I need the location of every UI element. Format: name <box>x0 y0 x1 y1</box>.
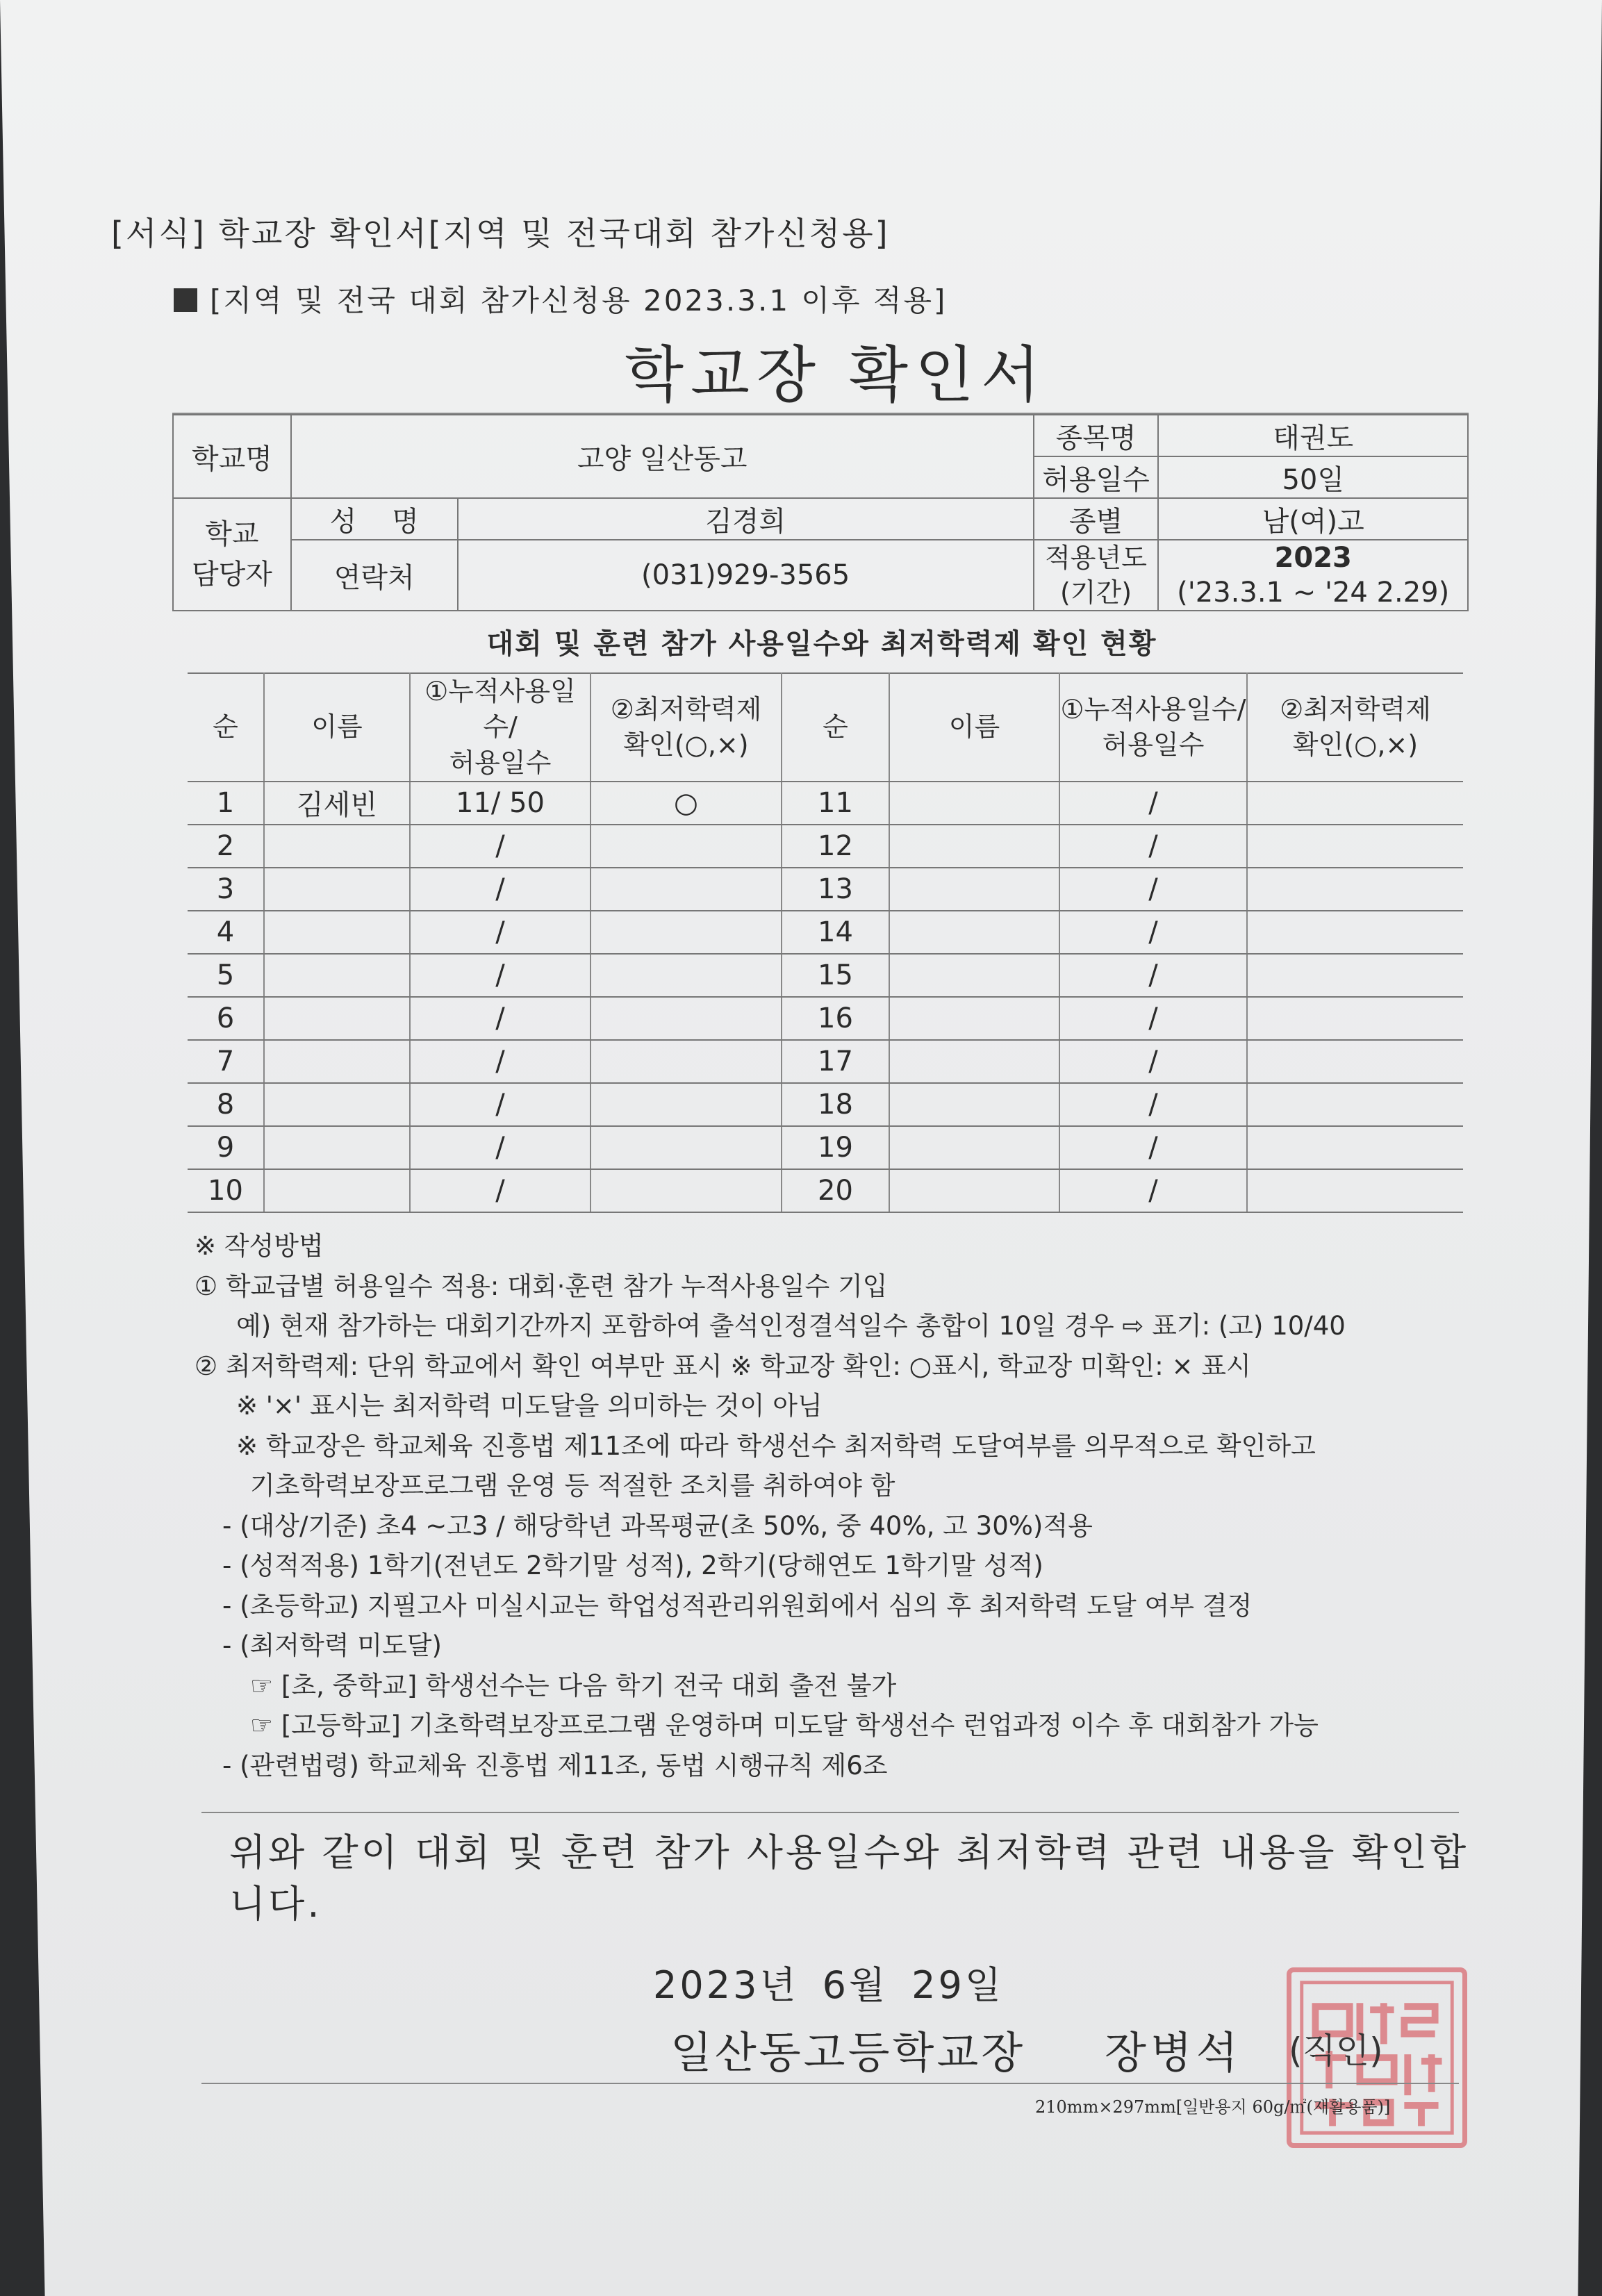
row-number-2: 19 <box>782 1126 889 1169</box>
confirmation-date: 2023년 6월 29일 <box>653 1963 1005 2007</box>
row-days-2: / <box>1059 954 1247 997</box>
table-row <box>188 1169 1463 1212</box>
row-check-2 <box>1247 1126 1463 1169</box>
row-name-2 <box>889 911 1059 954</box>
table-row <box>188 1083 1463 1126</box>
year-value: 2023 ('23.3.1 ~ '24 2.29) <box>1158 540 1468 611</box>
row-number: 1 <box>188 782 264 825</box>
allowed-days-value: 50일 <box>1158 456 1468 498</box>
row-number-2: 11 <box>782 782 889 825</box>
row-number-2: 16 <box>782 997 889 1040</box>
row-name-2 <box>889 1169 1059 1212</box>
detail-4-a: ☞ [초, 중학교] 학생선수는 다음 학기 전국 대회 출전 불가 <box>250 1670 897 1701</box>
row-check <box>591 911 782 954</box>
sport-value: 태권도 <box>1158 415 1468 456</box>
row-number: 7 <box>188 1040 264 1083</box>
table-row <box>188 1040 1463 1083</box>
notes-heading: ※ 작성방법 <box>195 1231 324 1261</box>
row-number-2: 20 <box>782 1169 889 1212</box>
square-bullet-icon <box>174 288 197 312</box>
contact-value: (031)929-3565 <box>458 540 1034 611</box>
row-number-2: 12 <box>782 825 889 868</box>
row-number: 9 <box>188 1126 264 1169</box>
row-name-2 <box>889 1083 1059 1126</box>
name-value: 김경희 <box>458 498 1034 540</box>
records-table <box>188 672 1463 1213</box>
row-number-2: 14 <box>782 911 889 954</box>
school-value: 고양 일산동고 <box>291 415 1034 498</box>
row-name: 김세빈 <box>264 782 410 825</box>
row-check <box>591 954 782 997</box>
row-number: 4 <box>188 911 264 954</box>
row-days-2: / <box>1059 868 1247 911</box>
principal-name: 장병석 <box>1105 2027 1242 2078</box>
row-name-2 <box>889 868 1059 911</box>
row-days: / <box>410 1126 591 1169</box>
row-number: 6 <box>188 997 264 1040</box>
row-check <box>591 1083 782 1126</box>
row-name <box>264 1169 410 1212</box>
row-number-2: 18 <box>782 1083 889 1126</box>
col-no-header: 순 <box>188 673 264 782</box>
note-2: ② 최저학력제: 단위 학교에서 확인 여부만 표시 ※ 학교장 확인: ○표시, 학교장 미확인: × 표시 <box>195 1351 1251 1381</box>
officer-label: 학교 담당자 <box>173 498 291 611</box>
row-name-2 <box>889 1040 1059 1083</box>
row-name <box>264 1126 410 1169</box>
row-check <box>591 825 782 868</box>
row-name <box>264 1083 410 1126</box>
table-row <box>188 997 1463 1040</box>
row-days: / <box>410 1169 591 1212</box>
detail-5: - (관련법령) 학교체육 진흥법 제11조, 동법 시행규칙 제6조 <box>222 1750 888 1781</box>
row-name-2 <box>889 825 1059 868</box>
school-principal-title: 일산동고등학교장 <box>670 2027 1026 2078</box>
col-check2-header: ②최저학력제 확인(○,×) <box>1247 673 1463 782</box>
row-check <box>591 1126 782 1169</box>
seal-label: (직인) <box>1289 2031 1383 2071</box>
row-check-2 <box>1247 911 1463 954</box>
note-1: ① 학교급별 허용일수 적용: 대회·훈련 참가 누적사용일수 기입 <box>195 1271 888 1301</box>
col-days2-header: ①누적사용일수/ 허용일수 <box>1059 673 1247 782</box>
row-days-2: / <box>1059 1169 1247 1212</box>
table-row <box>188 868 1463 911</box>
row-check-2 <box>1247 1169 1463 1212</box>
row-check <box>591 868 782 911</box>
confirmation-text: 위와 같이 대회 및 훈련 참가 사용일수와 최저학력 관련 내용을 확인합 니다. <box>229 1831 1469 1926</box>
table-row <box>188 1126 1463 1169</box>
row-number: 10 <box>188 1169 264 1212</box>
row-check-2 <box>1247 1083 1463 1126</box>
table-row <box>188 954 1463 997</box>
row-days-2: / <box>1059 1083 1247 1126</box>
note-2-b-cont: 기초학력보장프로그램 운영 등 적절한 조치를 취하여야 함 <box>250 1471 895 1501</box>
row-days: / <box>410 1083 591 1126</box>
col-check-header: ②최저학력제 확인(○,×) <box>591 673 782 782</box>
detail-4: - (최저학력 미도달) <box>222 1630 442 1660</box>
col-name-header: 이름 <box>264 673 410 782</box>
table-row <box>188 782 1463 825</box>
row-name <box>264 997 410 1040</box>
year-label: 적용년도 (기간) <box>1034 540 1159 611</box>
row-days-2: / <box>1059 782 1247 825</box>
row-days: / <box>410 954 591 997</box>
row-name-2 <box>889 782 1059 825</box>
name-label: 성 명 <box>291 498 458 540</box>
row-name <box>264 868 410 911</box>
row-name-2 <box>889 1126 1059 1169</box>
detail-2: - (성적적용) 1학기(전년도 2학기말 성적), 2학기(당해연도 1학기말 성적) <box>222 1551 1043 1580</box>
sport-label: 종목명 <box>1034 415 1159 456</box>
row-number-2: 13 <box>782 868 889 911</box>
gender-label: 종별 <box>1034 498 1159 540</box>
row-check <box>591 1040 782 1083</box>
row-name <box>264 911 410 954</box>
row-check-2 <box>1247 868 1463 911</box>
col-no2-header: 순 <box>782 673 889 782</box>
row-days: / <box>410 997 591 1040</box>
row-check-2 <box>1247 1040 1463 1083</box>
row-number: 5 <box>188 954 264 997</box>
row-check-2 <box>1247 954 1463 997</box>
bottom-rule <box>201 2083 1459 2084</box>
row-number: 3 <box>188 868 264 911</box>
confirm-rule <box>201 1812 1459 1813</box>
row-name <box>264 825 410 868</box>
table-row <box>188 825 1463 868</box>
row-days-2: / <box>1059 825 1247 868</box>
row-days-2: / <box>1059 1040 1247 1083</box>
row-check <box>591 997 782 1040</box>
row-check <box>591 1169 782 1212</box>
instructions <box>195 1226 1346 1785</box>
row-number: 8 <box>188 1083 264 1126</box>
note-2-b: ※ 학교장은 학교체육 진흥법 제11조에 따라 학생선수 최저학력 도달여부를 의무적으로 확인하고 <box>236 1430 1316 1461</box>
row-days-2: / <box>1059 911 1247 954</box>
row-name <box>264 954 410 997</box>
school-label: 학교명 <box>173 415 291 498</box>
row-name <box>264 1040 410 1083</box>
document-title: 학교장 확인서 <box>624 339 1048 411</box>
row-days-2: / <box>1059 1126 1247 1169</box>
contact-label: 연락처 <box>291 540 458 611</box>
table-row <box>188 911 1463 954</box>
allowed-days-label: 허용일수 <box>1034 456 1159 498</box>
row-days: / <box>410 868 591 911</box>
row-number-2: 15 <box>782 954 889 997</box>
gender-value: 남(여)고 <box>1158 498 1468 540</box>
row-number: 2 <box>188 825 264 868</box>
applicability-note <box>174 278 947 320</box>
row-name-2 <box>889 997 1059 1040</box>
row-days: / <box>410 1040 591 1083</box>
detail-3: - (초등학교) 지필고사 미실시교는 학업성적관리위원회에서 심의 후 최저학력 도달 여부 결정 <box>222 1590 1253 1621</box>
row-days: / <box>410 911 591 954</box>
row-days: / <box>410 825 591 868</box>
row-check-2 <box>1247 997 1463 1040</box>
paper-spec: 210mm×297mm[일반용지 60g/㎡(재활용품)] <box>1035 2097 1391 2117</box>
row-days: 11/ 50 <box>410 782 591 825</box>
row-check-2 <box>1247 782 1463 825</box>
records-subtitle: 대회 및 훈련 참가 사용일수와 최저학력제 확인 현황 <box>486 628 1157 660</box>
form-label: [서식] 학교장 확인서[지역 및 전국대회 참가신청용] <box>111 215 890 252</box>
note-1-example: 예) 현재 참가하는 대회기간까지 포함하여 출석인정결석일수 총합이 10일 경우 ⇨ 표기: (고) 10/40 <box>236 1311 1346 1341</box>
row-check: ○ <box>591 782 782 825</box>
row-days-2: / <box>1059 997 1247 1040</box>
note-2-a: ※ '×' 표시는 최저학력 미도달을 의미하는 것이 아님 <box>236 1391 823 1421</box>
detail-1: - (대상/기준) 초4 ~고3 / 해당학년 과목평균(초 50%, 중 40%, 고 30%)적용 <box>222 1510 1093 1541</box>
row-name-2 <box>889 954 1059 997</box>
detail-4-b: ☞ [고등학교] 기초학력보장프로그램 운영하며 미도달 학생선수 런업과정 이수 후 대회참가 가능 <box>250 1710 1319 1740</box>
row-number-2: 17 <box>782 1040 889 1083</box>
info-table <box>172 414 1469 611</box>
col-name2-header: 이름 <box>889 673 1059 782</box>
applicability-text: [지역 및 전국 대회 참가신청용 2023.3.1 이후 적용] <box>210 283 948 317</box>
col-days-header: ①누적사용일수/ 허용일수 <box>410 673 591 782</box>
row-check-2 <box>1247 825 1463 868</box>
